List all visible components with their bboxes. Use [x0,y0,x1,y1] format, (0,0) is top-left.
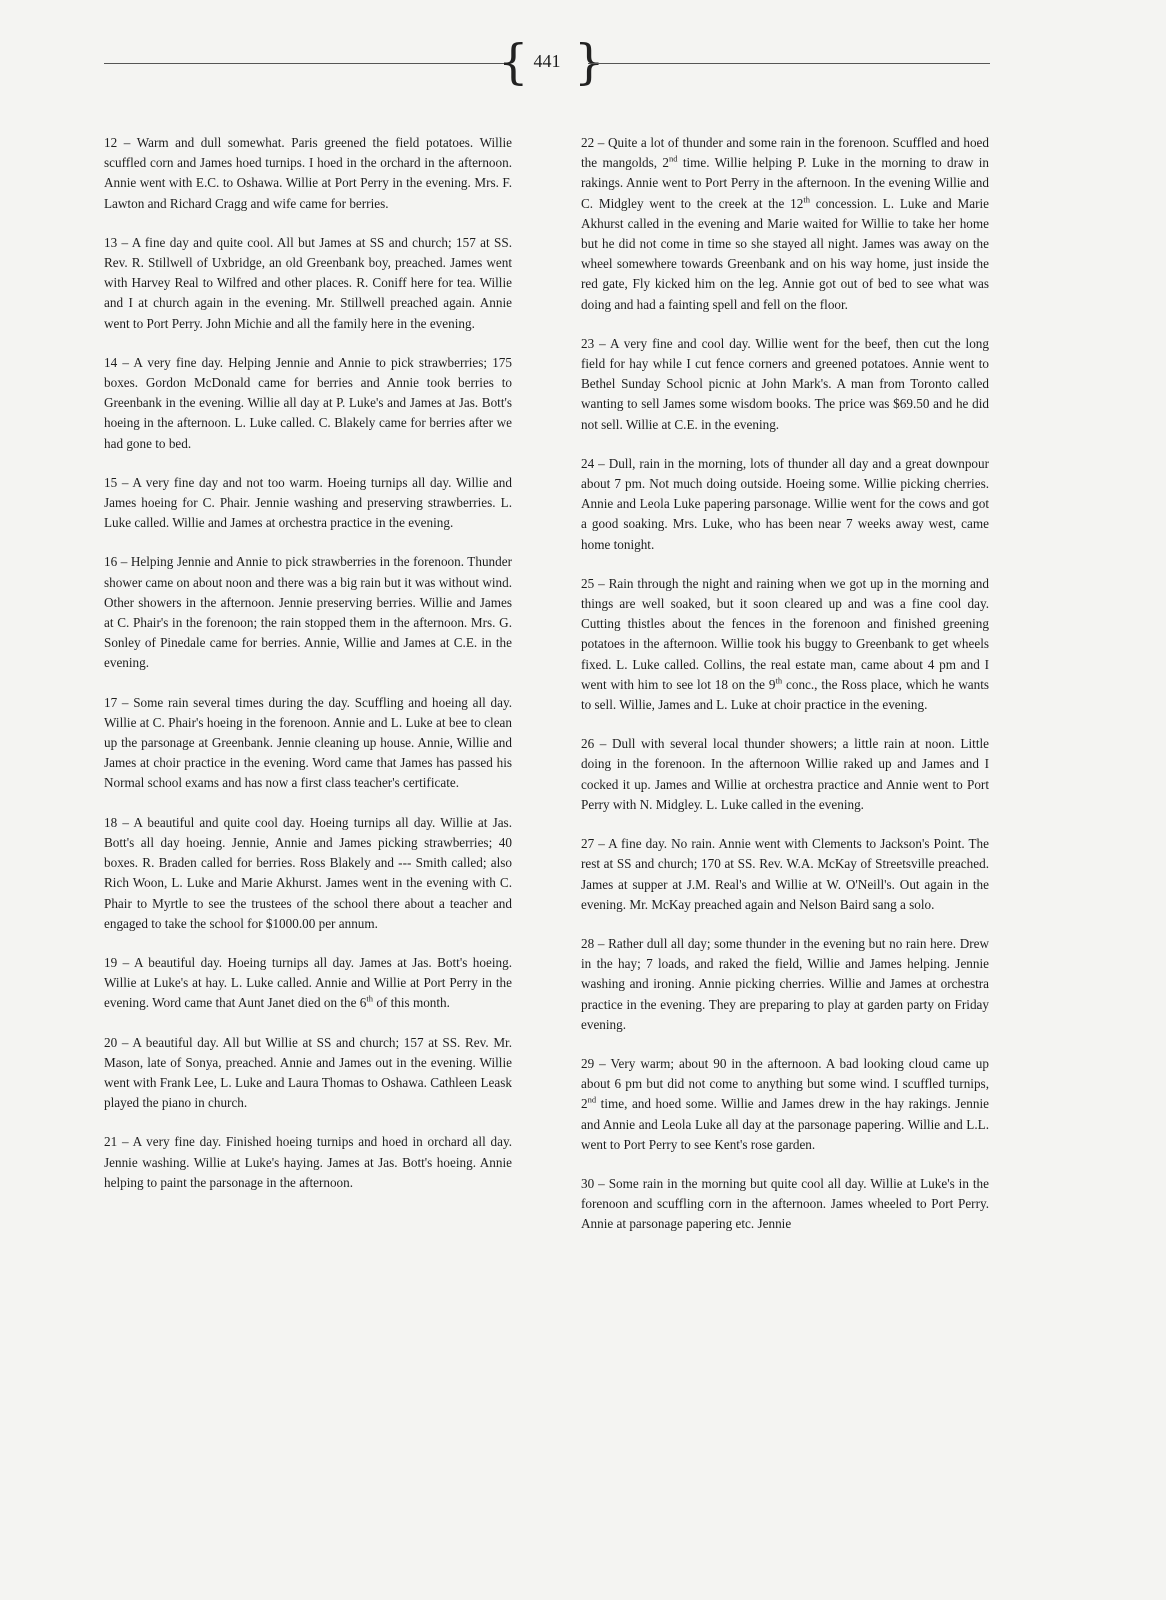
diary-entry-19 [104,953,512,1014]
header-rule-left [104,63,506,64]
entry-text: 22 – Quite a lot of thunder and some rain in the forenoon. Scuffled and hoed the mangolds, 2 [581,135,989,171]
ordinal-suffix: th [775,675,783,686]
diary-entry-12: 12 – Warm and dull somewhat. Paris greened the field potatoes. Willie scuffled corn and James hoed turnips. I hoed in the orchard in the afternoon. Annie went with E.C. to Oshawa. Willie at Port Perry in the evening. Mrs. F. Lawton and Richard Cragg and wife came for berries. [104,135,512,211]
right-column [581,133,989,1254]
header-bracket-right: } [574,34,605,90]
entry-text: conc., the Ross place, which he wants to sell. Willie, James and L. Luke at choir practice in the evening. [581,676,989,713]
diary-entry-22 [581,133,989,315]
diary-entry-24: 24 – Dull, rain in the morning, lots of thunder all day and a great downpour about 7 pm. Not much doing outside. Hoeing some. Willie picking cherries. Annie and Leola Luke papering parsonage. Willie went for the cows and got a good soaking. Mrs. Luke, who has been near 7 weeks away west, came home tonight. [581,455,989,552]
page-header [104,34,990,90]
diary-entry-26: 26 – Dull with several local thunder showers; a little rain at noon. Little doing in the forenoon. In the afternoon Willie raked up and James and I cocked it up. James and Willie at orchestra practice and Annie went to Port Perry with N. Midgley. L. Luke called in the evening. [581,736,989,812]
page-number: 441 [533,51,561,71]
entry-text: of this month. [373,995,450,1011]
diary-entry-17: 17 – Some rain several times during the day. Scuffling and hoeing all day. Willie at C. Phair's hoeing in the forenoon. Annie and L. Luke at bee to clean up the parsonage at Greenbank. Jennie cleaning up house. Annie, Willie and James at choir practice in the evening. Word came that James has passed his Normal school exams and has now a first class teacher's certificate. [104,694,512,791]
entry-text: 29 – Very warm; about 90 in the afternoon. A bad looking cloud came up about 6 pm but did not come to anything but some wind. I scuffled turnips, 2 [581,1055,989,1112]
ordinal-suffix: nd [587,1094,597,1105]
entry-text: 25 – Rain through the night and raining when we got up in the morning and things are well soaked, but it soon cleared up and was a fine cool day. Cutting thistles about the fences in the forenoon and finished greening potatoes in the afternoon. Willie took his buggy to Greenbank to get wheels fixed. L. Luke called. Collins, the real estate man, came about 4 pm and I went with him to see lot 18 on the 9 [581,575,989,692]
diary-entry-14: 14 – A very fine day. Helping Jennie and Annie to pick strawberries; 175 boxes. Gordon McDonald came for berries and Annie took berries to Greenbank in the evening. Willie all day at P. Luke's and James at Jas. Bott's hoeing in the afternoon. L. Luke called. C. Blakely came for berries after we had gone to bed. [104,354,512,451]
ordinal-suffix: th [366,993,374,1004]
diary-entry-15: 15 – A very fine day and not too warm. Hoeing turnips all day. Willie and James hoeing for C. Phair. Jennie washing and preserving strawberries. L. Luke called. Willie and James at orchestra practice in the evening. [104,474,512,531]
ordinal-suffix: nd [668,153,678,164]
diary-entry-20: 20 – A beautiful day. All but Willie at SS and church; 157 at SS. Rev. Mr. Mason, late of Sonya, preached. Annie and James out in the evening. Willie went with Frank Lee, L. Luke and Laura Thomas to Oshawa. Cathleen Leask played the piano in church. [104,1034,512,1111]
ordinal-suffix: th [803,194,810,205]
diary-entry-21: 21 – A very fine day. Finished hoeing turnips and hoed in orchard all day. Jennie washing. Willie at Luke's haying. James at Jas. Bott's hoeing. Annie helping to paint the parsonage in the afternoon. [104,1134,512,1190]
left-column [104,133,512,1212]
entry-text: time, and hoed some. Willie and James drew in the hay rakings. Jennie and Annie and Leola Luke all day at the parsonage papering. Willie and L.L. went to Port Perry to see Kent's rose garden. [581,1096,989,1152]
diary-entry-25 [581,574,989,715]
header-rule-right [588,63,990,64]
diary-entry-18: 18 – A beautiful and quite cool day. Hoeing turnips all day. Willie at Jas. Bott's all day hoeing. Jennie, Annie and James picking strawberries; 40 boxes. R. Braden called for berries. Ross Blakely and --- Smith called; also Rich Woon, L. Luke and Marie Akhurst. James went in the evening with C. Phair to Myrtle to see the trustees of the school there about a teacher and engaged to take the school for $1000.00 per annum. [104,814,512,931]
diary-entry-27: 27 – A fine day. No rain. Annie went with Clements to Jackson's Point. The rest at SS and church; 170 at SS. Rev. W.A. McKay of Streetsville preached. James at supper at J.M. Real's and Willie at W. O'Neill's. Out again in the evening. Mr. McKay preached again and Nelson Baird sang a solo. [581,836,989,912]
diary-entry-16: 16 – Helping Jennie and Annie to pick strawberries in the forenoon. Thunder shower came on about noon and there was a big rain but it was without wind. Other showers in the afternoon. Jennie preserving berries. Willie and James at C. Phair's in the forenoon; the rain stopped them in the afternoon. Mrs. G. Sonley of Pinedale came for berries. Annie, Willie and James at C.E. in the evening. [104,554,512,671]
header-bracket-left: { [498,34,529,90]
diary-entry-13: 13 – A fine day and quite cool. All but James at SS and church; 157 at SS. Rev. R. Stillwell of Uxbridge, an old Greenbank boy, preached. James went with Harvey Real to Wilfred and other places. R. Coniff here for tea. Willie and I at church again in the evening. Mr. Stillwell preached again. Annie went to Port Perry. John Michie and all the family here in the evening. [104,234,512,331]
entry-text: time. Willie helping P. Luke in the morning to draw in rakings. Annie went to Port Perry in the afternoon. In the evening Willie and C. Midgley went to the creek at the 12 [581,155,989,211]
diary-entry-29 [581,1054,989,1155]
diary-entry-23: 23 – A very fine and cool day. Willie went for the beef, then cut the long field for hay while I cut fence corners and greened potatoes. Annie went to Bethel Sunday School picnic at John Mark's. A man from Toronto called wanting to sell James some wisdom books. The price was $69.50 and he did not sell. Willie at C.E. in the evening. [581,335,989,432]
diary-entry-28: 28 – Rather dull all day; some thunder in the evening but no rain here. Drew in the hay; 7 loads, and raked the field, Willie and James helping. Jennie washing and ironing. Annie picking cherries. Willie and James at orchestra practice in the evening. They are preparing to play at garden party on Friday evening. [581,935,989,1032]
diary-entry-30: 30 – Some rain in the morning but quite cool all day. Willie at Luke's in the forenoon and scuffling corn in the afternoon. James wheeled to Port Perry. Annie at parsonage papering etc. Jennie [581,1175,989,1232]
entry-text: 19 – A beautiful day. Hoeing turnips all day. James at Jas. Bott's hoeing. Willie at Luke's at hay. L. Luke called. Annie and Willie at Port Perry in the evening. Word came that Aunt Janet died on the 6 [104,954,512,1011]
entry-text: concession. L. Luke and Marie Akhurst called in the evening and Marie waited for Willie to take her home but he did not come in time so she stayed all night. James was away on the wheel somewhere towards Greenbank and on his way home, just inside the red gate, Fly kicked him on the leg. Annie got out of bed to see what was doing and had a fainting spell and fell on the floor. [581,195,989,312]
